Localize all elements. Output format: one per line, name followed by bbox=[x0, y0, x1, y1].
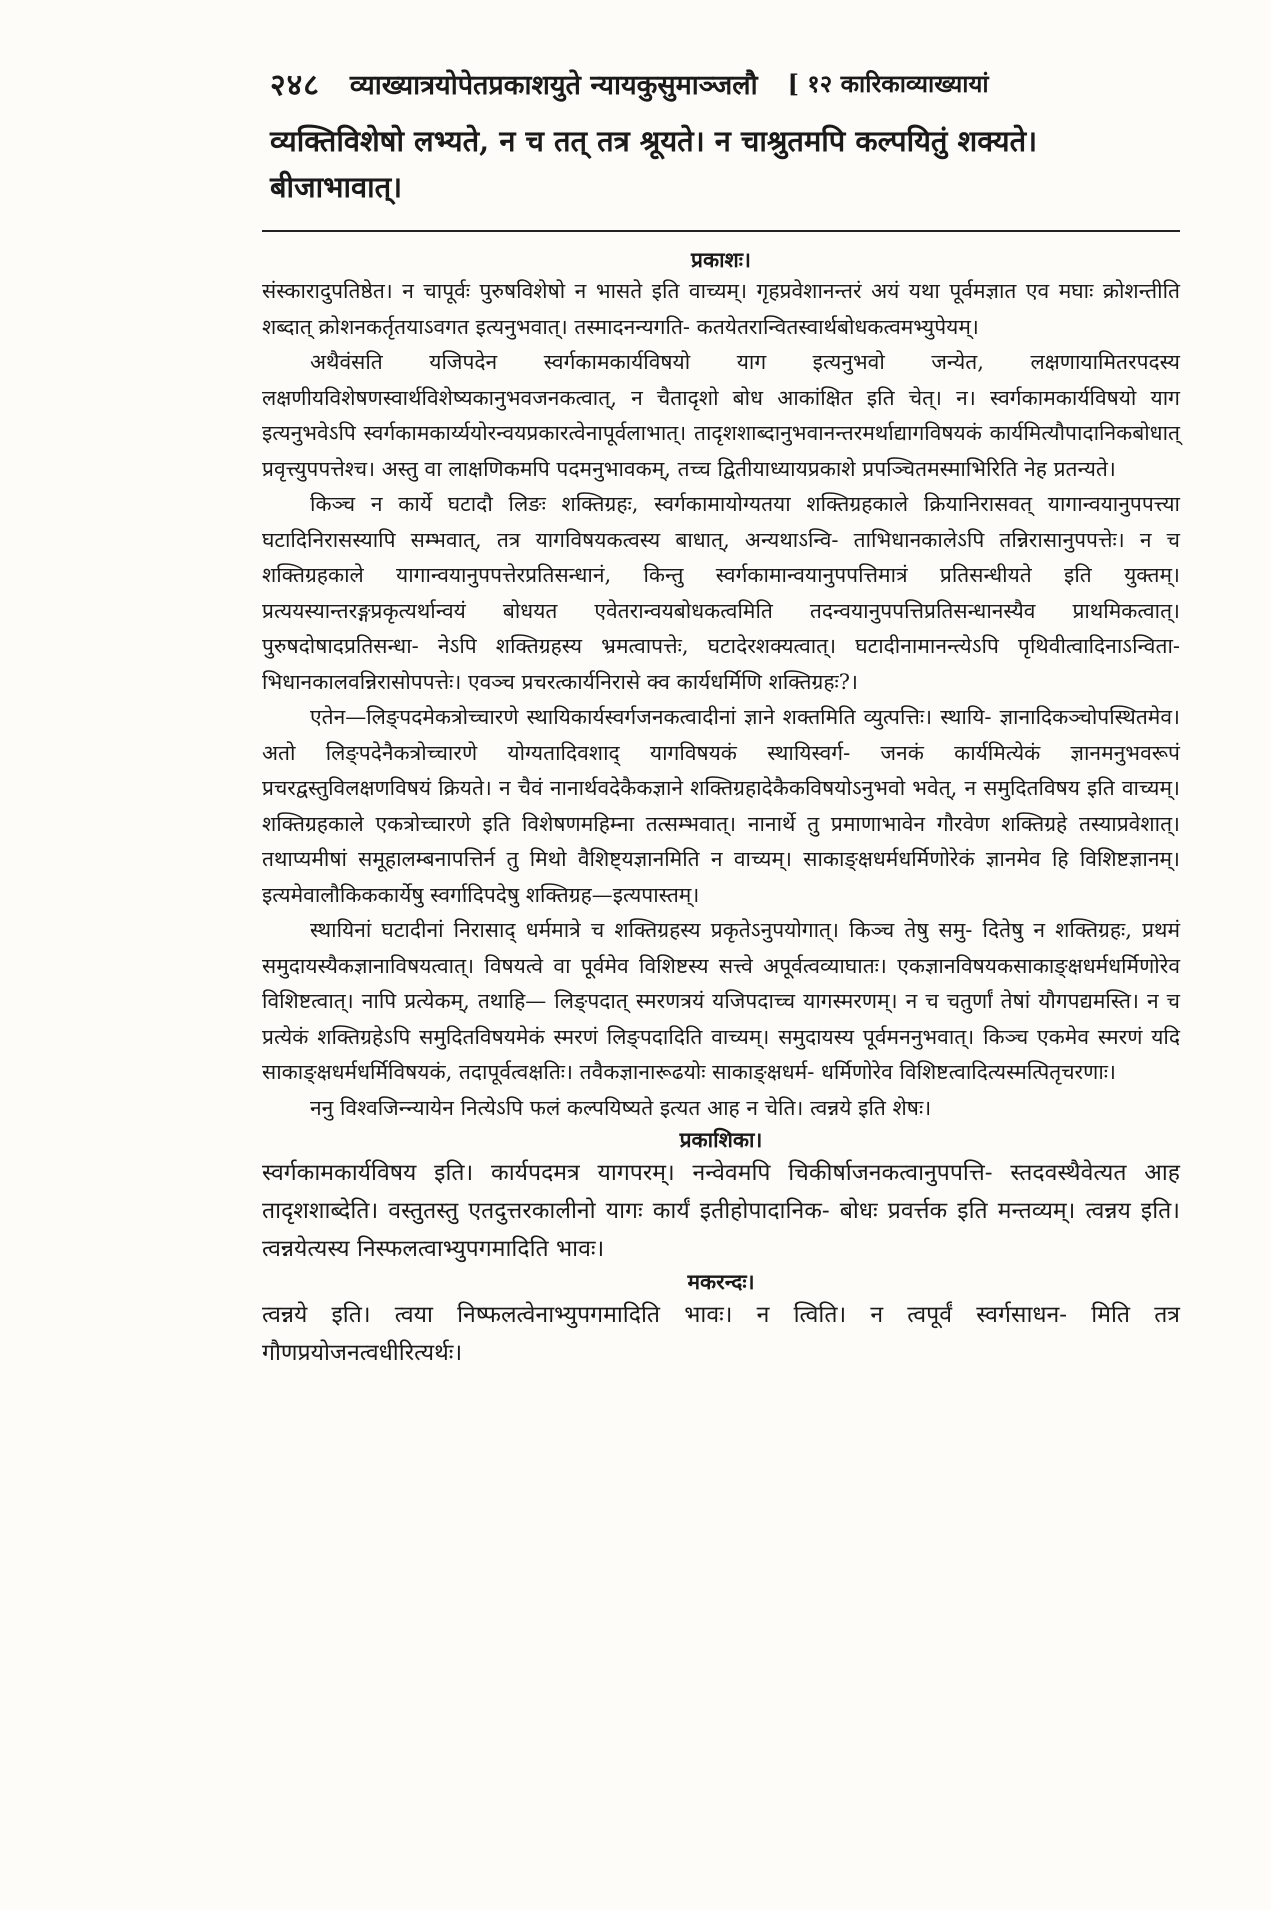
mula-text: व्यक्तिविशेषो लभ्यते, न च तत् तत्र श्रूयते। न चाश्रुतमपि कल्पयितुं शक्यते। बीजाभावात्। bbox=[270, 124, 1038, 204]
makaranda-heading: मकरन्दः। bbox=[687, 1269, 755, 1294]
section-tag: [ १२ कारिकाव्याख्यायां bbox=[787, 68, 989, 98]
prakasha-paragraph: स्थायिनां घटादीनां निरासाद् धर्ममात्रे च शक्तिग्रहस्य प्रकृतेऽनुपयोगात्। किञ्च तेषु समु- दितेषु न शक्तिग्रहः, प्रथमं समुदायस्यैकज्ञानाविषयत्वात्। विषयत्वे वा पूर्वमेव विशिष्टस्य सत्त्वे अपूर्वत्वव्याघातः। एकज्ञानविषयकसाकाङ्क्षधर्मधर्मिणोरेव विशिष्टत्वात्। नापि प्रत्येकम्, तथाहि— लिङ्पदात् स्मरणत्रयं यजिपदाच्च यागस्मरणम्। न च चतुर्णां तेषां यौगपद्यमस्ति। न च प्रत्येकं शक्तिग्रहेऽपि समुदितविषयमेकं स्मरणं लिङ्पदादिति वाच्यम्। समुदायस्य पूर्वमननुभवात्। किञ्च एकमेव स्मरणं यदि साकाङ्क्षधर्मधर्मिविषयकं, तदापूर्वत्वक्षतिः। तवैकज्ञानारूढयोः साकाङ्क्षधर्म- धर्मिणोरेव विशिष्टत्वादित्यस्मत्पितृचरणाः। bbox=[262, 918, 1180, 1084]
makaranda-paragraph: त्वन्नये इति। त्वया निष्फलत्वेनाभ्युपगमादिति भावः। न त्विति। न त्वपूर्वं स्वर्गसाधन- मिति तत्र गौणप्रयोजनत्वधीरित्यर्थः। bbox=[262, 1302, 1180, 1366]
prakasha-paragraph: किञ्च न कार्ये घटादौ लिङः शक्तिग्रहः, स्वर्गकामायोग्यतया शक्तिग्रहकाले क्रियानिरासवत् यागान्वयानुपपत्त्या घटादिनिरासस्यापि सम्भवात्, तत्र यागविषयकत्वस्य बाधात्, अन्यथाऽन्वि- ताभिधानकालेऽपि तन्निरासानुपपत्तेः। न च शक्तिग्रहकाले यागान्वयानुपपत्तेरप्रतिसन्धानं, किन्तु स्वर्गकामान्वयानुपपत्तिमात्रं प्रतिसन्धीयते इति युक्तम्। प्रत्ययस्यान्तरङ्गप्रकृत्यर्थान्वयं बोधयत एवेतरान्वयबोधकत्वमिति तदन्वयानुपपत्तिप्रतिसन्धानस्यैव प्राथमिकत्वात्। पुरुषदोषादप्रतिसन्धा- नेऽपि शक्तिग्रहस्य भ्रमत्वापत्तेः, घटादेरशक्यत्वात्। घटादीनामानन्त्येऽपि पृथिवीत्वादिनाऽन्विता- भिधानकालवन्निरासोपपत्तेः। एवञ्च प्रचरत्कार्यनिरासे क्व कार्यधर्मिणि शक्तिग्रहः?। bbox=[262, 492, 1180, 694]
prakasha-paragraph: एतेन—लिङ्पदमेकत्रोच्चारणे स्थायिकार्यस्वर्गजनकत्वादीनां ज्ञाने शक्तमिति व्युत्पत्तिः। स्थायि- ज्ञानादिकञ्चोपस्थितमेव। अतो लिङ्पदेनैकत्रोच्चारणे योग्यतादिवशाद् यागविषयकं स्थायिस्वर्ग- जनकं कार्यमित्येकं ज्ञानमनुभवरूपं प्रचरद्वस्तुविलक्षणविषयं क्रियते। न चैवं नानार्थवदेकैकज्ञाने शक्तिग्रहादेकैकविषयोऽनुभवो भवेत्, न समुदितविषय इति वाच्यम्। शक्तिग्रहकाले एकत्रोच्चारणे इति विशेषणमहिम्ना तत्सम्भवात्। नानार्थे तु प्रमाणाभावेन गौरवेण शक्तिग्रहे तस्याप्रवेशात्। तथाप्यमीषां समूहालम्बनापत्तिर्न तु मिथो वैशिष्ट्यज्ञानमिति न वाच्यम्। साकाङ्क्षधर्मधर्मिणोरेकं ज्ञानमेव हि विशिष्टज्ञानम्। इत्यमेवालौकिककार्येषु स्वर्गादिपदेषु शक्तिग्रह—इत्यपास्तम्। bbox=[262, 705, 1180, 907]
prakashika-heading: प्रकाशिका। bbox=[679, 1127, 763, 1152]
prakasha-paragraph: अथैवंसति यजिपदेन स्वर्गकामकार्यविषयो याग इत्यनुभवो जन्येत, लक्षणायामितरपदस्य लक्षणीयविशेषणस्वार्थविशेष्यकानुभवजनकत्वात्, न चैतादृशो बोध आकांक्षित इति चेत्। न। स्वर्गकामकार्यविषयो याग इत्यनुभवेऽपि स्वर्गकामकार्य्ययोरन्वयप्रकारत्वेनापूर्वलाभात्। तादृशशाब्दानुभवानन्तरमर्थाद्यागविषयकं कार्यमित्यौपादानिकबोधात् प्रवृत्त्युपपत्तेश्च। अस्तु वा लाक्षणिकमपि पदमनुभावकम्, तच्च द्वितीयाध्यायप्रकाशे प्रपञ्चितमस्माभिरिति नेह प्रतन्यते। bbox=[262, 350, 1180, 481]
prakasha-section bbox=[262, 246, 1180, 1372]
page-header bbox=[270, 58, 1210, 108]
prakasha-paragraph: ननु विश्वजिन्न्यायेन नित्येऽपि फलं कल्पयिष्यते इत्यत आह न चेति। त्वन्नये इति शेषः। bbox=[310, 1095, 932, 1120]
prakasha-paragraph: संस्कारादुपतिष्ठेत। न चापूर्वः पुरुषविशेषो न भासते इति वाच्यम्। गृहप्रवेशानन्तरं अयं यथा पूर्वमज्ञात एव मघाः क्रोशन्तीति शब्दात् क्रोशनकर्तृतयाऽवगत इत्यनुभवात्। तस्मादनन्यगति- कतयेतरान्वितस्वार्थबोधकत्वमभ्युपेयम्। bbox=[262, 279, 1180, 339]
section-divider bbox=[262, 230, 1180, 232]
prakasha-heading: प्रकाशः। bbox=[691, 247, 751, 272]
prakashika-paragraph: स्वर्गकामकार्यविषय इति। कार्यपदमत्र यागपरम्। नन्वेवमपि चिकीर्षाजनकत्वानुपपत्ति- स्तदवस्थैवेत्यत आह तादृशशाब्देति। वस्तुतस्तु एतदुत्तरकालीनो यागः कार्यं इतीहोपादानिक- बोधः प्रवर्त्तक इति मन्तव्यम्। त्वन्नय इति। त्वन्नयेत्यस्य निस्फलत्वाभ्युपगमादिति भावः। bbox=[262, 1160, 1180, 1262]
page-number: २४८ bbox=[270, 67, 320, 103]
running-title: व्याख्यात्रयोपेतप्रकाशयुते न्यायकुसुमाञ्जलौ bbox=[349, 69, 758, 101]
